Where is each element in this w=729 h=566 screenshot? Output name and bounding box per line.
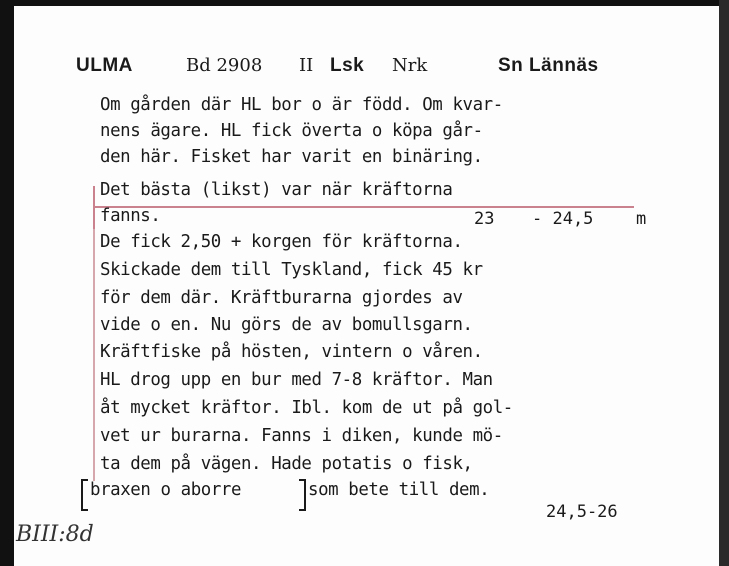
text-line: den här. Fisket har varit en binäring.: [100, 147, 483, 167]
text-line: vet ur burarna. Fanns i diken, kunde mö-: [100, 426, 503, 446]
text-line: Det bästa (likst) var när kräftorna: [100, 180, 453, 200]
page-ref-start: 23: [474, 209, 495, 229]
header-volume: Bd 2908: [186, 55, 263, 76]
red-margin-mark: [93, 186, 95, 229]
text-line: fanns.: [100, 206, 161, 226]
header-place: ULMA: [76, 55, 133, 76]
text-line: ta dem på vägen. Hade potatis o fisk,: [100, 454, 473, 474]
text-line-bracketed: braxen o aborre: [90, 480, 242, 500]
text-line: HL drog upp en bur med 7-8 kräftor. Man: [100, 370, 493, 390]
header-parish: Sn Lännäs: [498, 55, 599, 76]
red-underline: [94, 206, 634, 208]
text-line: som bete till dem.: [308, 480, 490, 500]
header-part: II: [299, 55, 314, 76]
scan-border-right: [719, 0, 729, 566]
page-ref-unit: m: [636, 209, 647, 229]
text-line: Om gården där HL bor o är född. Om kvar-: [100, 95, 503, 115]
bracket-right: [299, 479, 306, 511]
shelf-mark-handwritten: BIII:8d: [16, 522, 94, 547]
text-line: nens ägare. HL fick överta o köpa går-: [100, 121, 483, 141]
text-line: åt mycket kräftor. Ibl. kom de ut på gol-: [100, 398, 513, 418]
header-province: Lsk: [330, 55, 365, 76]
text-line: Skickade dem till Tyskland, fick 45 kr: [100, 260, 483, 280]
page-ref-second: 24,5-26: [546, 502, 618, 522]
text-line: De fick 2,50 + korgen för kräftorna.: [100, 232, 463, 252]
text-line: vide o en. Nu görs de av bomullsgarn.: [100, 315, 473, 335]
header-recorder: Nrk: [392, 55, 428, 76]
text-line: för dem där. Kräftburarna gjordes av: [100, 288, 463, 308]
scan-border-left: [0, 0, 14, 566]
bracket-left: [81, 479, 88, 511]
page-ref-end: - 24,5: [532, 209, 594, 229]
red-margin-line: [93, 229, 95, 481]
text-line: Kräftfiske på hösten, vintern o våren.: [100, 342, 483, 362]
